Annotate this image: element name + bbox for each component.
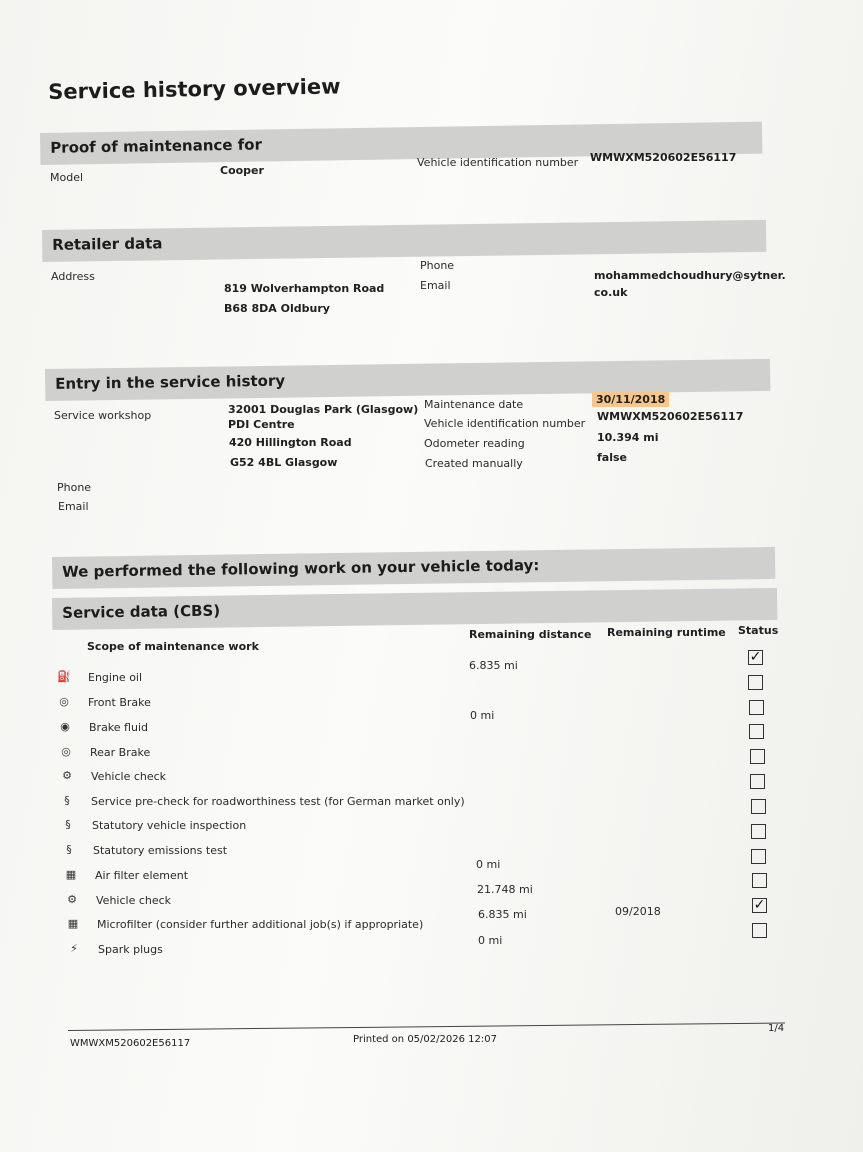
footer-vin: WMWXM520602E56117 xyxy=(70,1038,191,1049)
remaining-runtime: 09/2018 xyxy=(615,905,661,918)
service-item-label: Brake fluid xyxy=(89,721,148,734)
work-band xyxy=(52,547,775,589)
vehicle-check-icon: ⚙ xyxy=(62,769,72,782)
service-item-label: Microfilter (consider further additional job(s) if appropriate) xyxy=(97,918,424,931)
service-item-label: Statutory vehicle inspection xyxy=(92,819,247,832)
workshop-line2: PDI Centre xyxy=(228,418,295,431)
status-checkbox-checked[interactable]: ✓ xyxy=(749,649,762,665)
maint-date-value: 30/11/2018 xyxy=(592,392,669,407)
status-checkbox[interactable] xyxy=(751,824,766,839)
service-item-label: Statutory emissions test xyxy=(93,844,228,857)
remaining-distance: 0 mi xyxy=(470,709,495,722)
retailer-email-line1: mohammedchoudhury@sytner. xyxy=(594,269,786,282)
retailer-band xyxy=(42,220,766,262)
service-item-label: Engine oil xyxy=(88,671,143,684)
col-distance-header: Remaining distance xyxy=(469,628,592,641)
service-item-label: Front Brake xyxy=(88,696,151,709)
pre-check-icon: § xyxy=(64,794,70,807)
entry-heading: Entry in the service history xyxy=(55,371,286,393)
retailer-address-line1: 819 Wolverhampton Road xyxy=(224,282,385,295)
status-checkbox[interactable] xyxy=(749,724,764,739)
status-checkbox[interactable] xyxy=(751,849,766,864)
remaining-distance: 0 mi xyxy=(476,858,501,871)
retailer-address-line2: B68 8DA Oldbury xyxy=(224,302,330,315)
status-checkbox[interactable] xyxy=(749,700,764,715)
work-heading: We performed the following work on your vehicle today: xyxy=(62,556,540,581)
col-status-header: Status xyxy=(738,624,779,637)
engine-oil-icon: ⛽ xyxy=(57,670,71,683)
statutory-inspection-icon: § xyxy=(65,818,71,831)
model-value: Cooper xyxy=(220,164,264,177)
maint-date-label: Maintenance date xyxy=(424,398,524,411)
entry-phone-label: Phone xyxy=(57,481,92,494)
odometer-value: 10.394 mi xyxy=(597,431,659,444)
retailer-address-label: Address xyxy=(51,270,95,283)
cbs-heading: Service data (CBS) xyxy=(62,601,221,622)
status-checkbox-checked[interactable]: ✓ xyxy=(753,897,766,913)
service-item-label: Service pre-check for roadworthiness test (for German market only) xyxy=(91,795,465,808)
vehicle-check-icon: ⚙ xyxy=(67,893,77,906)
status-checkbox[interactable] xyxy=(751,799,766,814)
remaining-distance: 0 mi xyxy=(478,934,503,947)
workshop-line3: 420 Hillington Road xyxy=(229,436,352,449)
proof-vin-value: WMWXM520602E56117 xyxy=(590,151,737,164)
retailer-heading: Retailer data xyxy=(52,234,163,254)
front-brake-icon: ◎ xyxy=(59,695,69,708)
spark-plugs-icon: ⚡ xyxy=(70,942,78,955)
brake-fluid-icon: ◉ xyxy=(60,720,70,733)
emissions-test-icon: § xyxy=(66,843,72,856)
status-checkbox[interactable] xyxy=(750,749,765,764)
created-value: false xyxy=(597,451,627,464)
service-item-label: Rear Brake xyxy=(90,746,151,759)
footer-page-number: 1/4 xyxy=(768,1023,785,1034)
remaining-distance: 6.835 mi xyxy=(478,908,527,921)
created-label: Created manually xyxy=(425,457,523,470)
workshop-line1: 32001 Douglas Park (Glasgow) xyxy=(228,403,419,416)
retailer-phone-label: Phone xyxy=(420,259,455,272)
retailer-email-label: Email xyxy=(420,279,451,292)
odometer-label: Odometer reading xyxy=(424,437,525,450)
remaining-distance: 6.835 mi xyxy=(469,659,518,672)
page-title: Service history overview xyxy=(48,74,341,104)
col-scope-header: Scope of maintenance work xyxy=(87,640,259,653)
cbs-band xyxy=(52,588,777,630)
air-filter-icon: ▦ xyxy=(65,868,77,881)
entry-email-label: Email xyxy=(58,500,89,513)
col-runtime-header: Remaining runtime xyxy=(607,626,726,639)
footer-rule xyxy=(68,1022,785,1031)
workshop-label: Service workshop xyxy=(54,409,152,422)
entry-vin-value: WMWXM520602E56117 xyxy=(597,410,744,423)
service-item-label: Vehicle check xyxy=(91,770,167,783)
proof-heading: Proof of maintenance for xyxy=(50,135,263,157)
retailer-email-line2: co.uk xyxy=(594,286,628,299)
status-checkbox[interactable] xyxy=(750,774,765,789)
status-checkbox[interactable] xyxy=(748,675,763,690)
model-label: Model xyxy=(50,171,84,184)
service-item-label: Vehicle check xyxy=(96,894,172,907)
footer-printed: Printed on 05/02/2026 12:07 xyxy=(353,1034,497,1045)
proof-vin-label: Vehicle identification number xyxy=(417,156,579,169)
entry-vin-label: Vehicle identification number xyxy=(424,417,586,430)
rear-brake-icon: ◎ xyxy=(61,745,71,758)
microfilter-icon: ▦ xyxy=(67,917,79,930)
service-item-label: Spark plugs xyxy=(98,943,163,956)
status-checkbox[interactable] xyxy=(752,873,767,888)
status-checkbox[interactable] xyxy=(752,923,767,938)
workshop-line4: G52 4BL Glasgow xyxy=(230,456,338,469)
service-item-label: Air filter element xyxy=(95,869,189,882)
remaining-distance: 21.748 mi xyxy=(477,883,533,896)
